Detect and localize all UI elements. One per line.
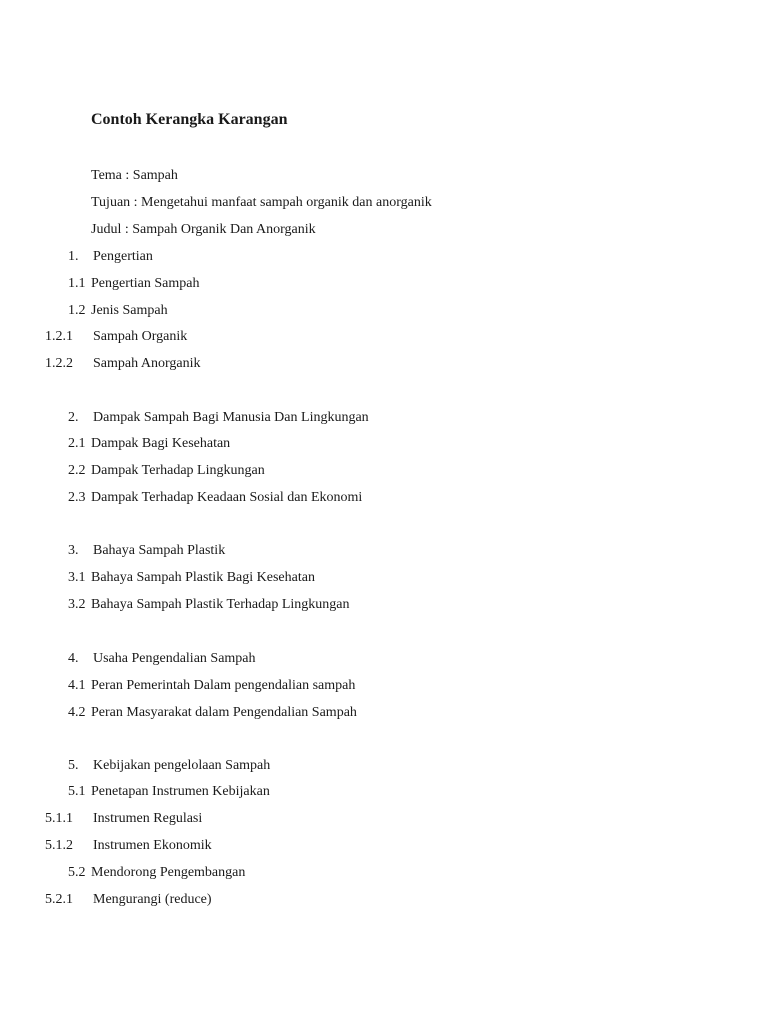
outline-text: Jenis Sampah	[91, 303, 168, 318]
tujuan-line: Tujuan : Mengetahui manfaat sampah organik dan anorganik	[91, 195, 432, 210]
outline-text: Kebijakan pengelolaan Sampah	[93, 758, 271, 773]
outline-text: Mengurangi (reduce)	[93, 892, 212, 907]
outline-number: 5.1.1	[45, 811, 73, 826]
outline-text: Pengertian Sampah	[91, 276, 200, 291]
outline-number: 4.1	[68, 678, 86, 693]
outline-number: 5.1.2	[45, 838, 73, 853]
document-title: Contoh Kerangka Karangan	[91, 111, 288, 128]
outline-number: 3.1	[68, 570, 86, 585]
outline-number: 5.2.1	[45, 892, 73, 907]
outline-text: Peran Pemerintah Dalam pengendalian sampah	[91, 678, 356, 693]
outline-text: Bahaya Sampah Plastik Terhadap Lingkungan	[91, 597, 350, 612]
outline-number: 1.2.2	[45, 356, 73, 371]
outline-number: 2.3	[68, 490, 86, 505]
outline-text: Instrumen Ekonomik	[93, 838, 212, 853]
tema-line: Tema : Sampah	[91, 168, 178, 183]
outline-text: Instrumen Regulasi	[93, 811, 203, 826]
outline-text: Usaha Pengendalian Sampah	[93, 651, 256, 666]
outline-number: 5.2	[68, 865, 86, 880]
outline-text: Dampak Terhadap Keadaan Sosial dan Ekonomi	[91, 490, 363, 505]
outline-text: Sampah Organik	[93, 329, 188, 344]
outline-text: Dampak Terhadap Lingkungan	[91, 463, 265, 478]
outline-number: 5.1	[68, 784, 86, 799]
outline-number: 4.2	[68, 705, 86, 720]
judul-line: Judul : Sampah Organik Dan Anorganik	[91, 222, 316, 237]
outline-text: Mendorong Pengembangan	[91, 865, 246, 880]
outline-number: 1.2.1	[45, 329, 73, 344]
outline-number: 1.2	[68, 303, 86, 318]
outline-text: Bahaya Sampah Plastik	[93, 543, 226, 558]
outline-number: 2.2	[68, 463, 86, 478]
outline-text: Pengertian	[93, 249, 153, 264]
outline-number: 2.	[68, 410, 79, 425]
outline-number: 2.1	[68, 436, 86, 451]
outline-number: 3.	[68, 543, 79, 558]
outline-text: Peran Masyarakat dalam Pengendalian Sampah	[91, 705, 357, 720]
outline-text: Dampak Sampah Bagi Manusia Dan Lingkungan	[93, 410, 369, 425]
outline-number: 1.1	[68, 276, 86, 291]
outline-text: Dampak Bagi Kesehatan	[91, 436, 231, 451]
outline-text: Sampah Anorganik	[93, 356, 201, 371]
outline-text: Bahaya Sampah Plastik Bagi Kesehatan	[91, 570, 315, 585]
outline-number: 1.	[68, 249, 79, 264]
outline-number: 4.	[68, 651, 79, 666]
outline-text: Penetapan Instrumen Kebijakan	[91, 784, 270, 799]
outline-number: 3.2	[68, 597, 86, 612]
outline-number: 5.	[68, 758, 79, 773]
